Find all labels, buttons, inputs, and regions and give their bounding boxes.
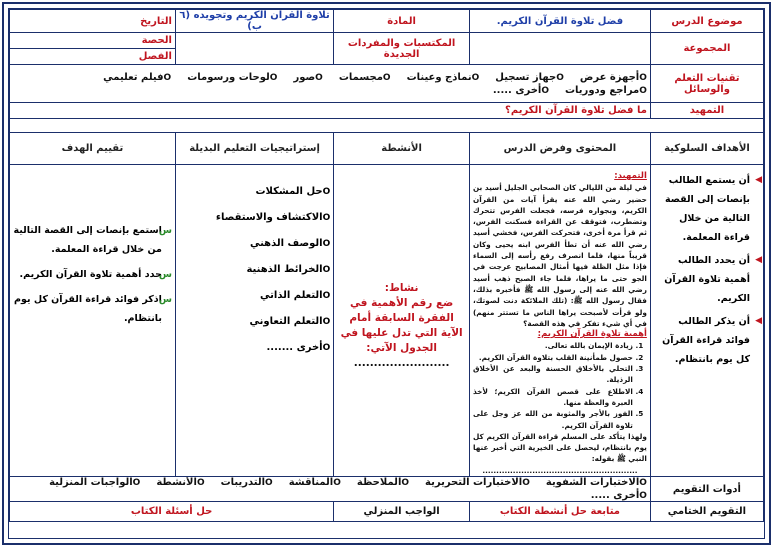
strategy-option[interactable]: Oالاكتشاف والاستقصاء bbox=[215, 212, 331, 223]
importance-point: 3. التحلي بالأخلاق الحسنة والبعد عن الأخلاق الرذيلة. bbox=[473, 363, 633, 386]
assessment-option[interactable]: Oالملاحظة bbox=[356, 477, 410, 489]
lesson-plan-page bbox=[2, 2, 771, 545]
importance-point: 1. زيادة الإيمان بالله تعالى. bbox=[473, 340, 633, 351]
activities-header: الأنشطة bbox=[334, 133, 470, 165]
follow-up-text: متابعة حل أنشطة الكتاب bbox=[469, 502, 650, 522]
date-label: التاريخ bbox=[10, 10, 176, 33]
goal-item: ◀ أن يحدد الطالب أهمية تلاوة القرآن الكريم. bbox=[654, 251, 760, 308]
assessment-option[interactable]: Oالواجبات المنزلية bbox=[49, 477, 141, 489]
evaluation-item: س اذكر فوائد قراءة القرآن كل يوم بانتظام. bbox=[14, 294, 172, 324]
importance-list bbox=[473, 340, 647, 430]
technique-option[interactable]: Oمجسمات bbox=[338, 71, 391, 83]
importance-point: 2. حصول طمأنينة القلب بتلاوة القرآن الكريم. bbox=[473, 352, 633, 363]
subject-value: تلاوة القرآن الكريم وتجويده (٦ ب) bbox=[175, 10, 333, 33]
lesson-plan-table bbox=[9, 9, 764, 522]
strategy-option[interactable]: Oأخرى ....... bbox=[266, 342, 331, 353]
importance-point: 4. الاطلاع على قصص القرآن الكريم؛ لأخذ العبرة والعظة منها. bbox=[473, 386, 633, 409]
activity-text: ضع رقم الأهمية في الفقرة السابقة أمام الآية التي تدل عليها في الجدول الآتي: bbox=[340, 297, 463, 354]
lesson-topic-value: فضل تلاوة القرآن الكريم. bbox=[469, 10, 650, 33]
strategy-option[interactable]: Oالتعلم الذاتي bbox=[260, 290, 331, 301]
intro-question: ما فضل تلاوة القرآن الكريم؟ bbox=[10, 103, 651, 119]
evaluation-item: س حدد أهمية تلاوة القرآن الكريم. bbox=[19, 269, 172, 280]
book-questions-text: حل أسئلة الكتاب bbox=[10, 502, 334, 522]
arrow-bullet-icon: ◀ bbox=[755, 175, 762, 185]
technique-option[interactable]: Oنماذج وعينات bbox=[406, 71, 480, 83]
strategy-option[interactable]: Oالخرائط الذهنية bbox=[246, 264, 331, 275]
vocab-label: المكتسبات والمفردات الجديدة bbox=[334, 33, 470, 65]
assessment-option[interactable]: Oأخرى ..... bbox=[590, 490, 647, 502]
strategies-header: إستراتيجيات التعليم البديلة bbox=[175, 133, 333, 165]
strategy-option[interactable]: Oالتعلم التعاوني bbox=[249, 316, 331, 327]
goal-item: ◀ أن يستمع الطالب بإنصات إلى القصة التالية من خلال قراءة المعلمة. bbox=[654, 171, 760, 247]
arrow-bullet-icon: ◀ bbox=[755, 255, 762, 265]
assessment-option[interactable]: Oالمناقشة bbox=[288, 477, 341, 489]
importance-point: 5. الفوز بالأجر والمثوبة من الله عز وجل على تلاوة القرآن الكريم. bbox=[473, 408, 633, 431]
importance-heading: أهمية تلاوة القرآن الكريم: bbox=[537, 329, 647, 340]
intro-heading: التمهيد: bbox=[614, 171, 647, 181]
goals-column bbox=[650, 165, 763, 477]
intro-label: التمهيد bbox=[650, 103, 763, 119]
technique-option[interactable]: Oمراجع ودوريات bbox=[565, 84, 647, 96]
lesson-plan-frame bbox=[8, 8, 765, 539]
assessment-label: أدوات التقويم bbox=[650, 477, 763, 502]
activities-column bbox=[334, 165, 470, 477]
assessment-options bbox=[10, 477, 651, 502]
goals-header: الأهداف السلوكية bbox=[650, 133, 763, 165]
activity-title: نشاط: bbox=[384, 282, 419, 294]
group-value[interactable] bbox=[469, 33, 650, 65]
answer-blank[interactable]: ........................................................ bbox=[482, 465, 638, 475]
class-label: الفصل bbox=[10, 49, 176, 65]
content-header: المحتوى وفرض الدرس bbox=[469, 133, 650, 165]
technique-option[interactable]: Oفيلم تعليمي bbox=[103, 71, 172, 83]
evaluation-header: تقييم الهدف bbox=[10, 133, 176, 165]
assessment-option[interactable]: Oالأنشطة bbox=[156, 477, 205, 489]
strategy-option[interactable]: Oحل المشكلات bbox=[255, 186, 331, 197]
content-column bbox=[469, 165, 650, 477]
lesson-topic-label: موضوع الدرس bbox=[650, 10, 763, 33]
evaluation-column bbox=[10, 165, 176, 477]
goal-item: ◀ أن يذكر الطالب فوائد قراءة القرآن كل يوم بانتظام. bbox=[654, 312, 760, 369]
assessment-option[interactable]: Oالتدريبات bbox=[220, 477, 273, 489]
techniques-options bbox=[10, 65, 651, 103]
technique-option[interactable]: Oصور bbox=[293, 71, 323, 83]
technique-option[interactable]: Oلوحات ورسومات bbox=[187, 71, 278, 83]
technique-option[interactable]: Oأجهزة عرض bbox=[579, 71, 647, 83]
arrow-bullet-icon: ◀ bbox=[755, 316, 762, 326]
homework-label: الواجب المنزلي bbox=[334, 502, 470, 522]
group-label: المجموعة bbox=[650, 33, 763, 65]
subject-label: المادة bbox=[334, 10, 470, 33]
story-text: في ليلة من الليالي كان الصحابي الجليل أسيد بن حضير رضي الله عنه يقرأ آيات من القرآن الكريم، وبجواره فرسه، فجعلت الفرس تتحرك وتضطرب، فتوقف عن القراءة فسكنت الفرس، ثم قرأ مرة أخرى، فتحركت الفرس، فخشي أسيد رضي الله عنه أن تطأ الفرس ابنه يحيى وكان قريباً منها، فلما انصرف رفع رأسه إلى السماء فإذا مثل الظلة فيها أمثال المصابيح عرجت في الجو حتى ما يراها، فلما جاء الصبح ذهب أسيد رضي الله عنه إلى رسول الله ﷺ فأخبره بذلك، فقال رسول الله ﷺ: (تلك الملائكة دنت لصوتك، ولو قرأت لأصبحت يراها الناس ما تستتر منهم) في أي شيء تفكر في هذه القصة؟ bbox=[472, 183, 647, 328]
strategies-column bbox=[175, 165, 333, 477]
closing-text: ولهذا يتأكد على المسلم قراءة القرآن الكريم كل يوم بانتظام، ليحصل على الخيرية التي أخبر عنها النبي ﷺ بقوله: bbox=[472, 431, 647, 464]
vocab-value[interactable] bbox=[175, 33, 333, 65]
technique-option[interactable]: Oجهاز تسجيل bbox=[495, 71, 564, 83]
strategy-option[interactable]: Oالوصف الذهني bbox=[249, 238, 331, 249]
assessment-option[interactable]: Oالاختبارات التحريرية bbox=[425, 477, 530, 489]
spacer-row bbox=[10, 119, 764, 133]
technique-option[interactable]: Oأخرى ..... bbox=[492, 84, 549, 96]
evaluation-item: س استمع بإنصات إلى القصة التالية من خلال قراءة المعلمة. bbox=[13, 225, 172, 255]
assessment-option[interactable]: Oالاختبارات الشفوية bbox=[545, 477, 647, 489]
activity-blank[interactable]: ........................ bbox=[353, 357, 450, 369]
techniques-label: تقنيات التعلم والوسائل bbox=[650, 65, 763, 103]
period-label: الحصة bbox=[10, 33, 176, 49]
final-label: التقويم الختامي bbox=[650, 502, 763, 522]
